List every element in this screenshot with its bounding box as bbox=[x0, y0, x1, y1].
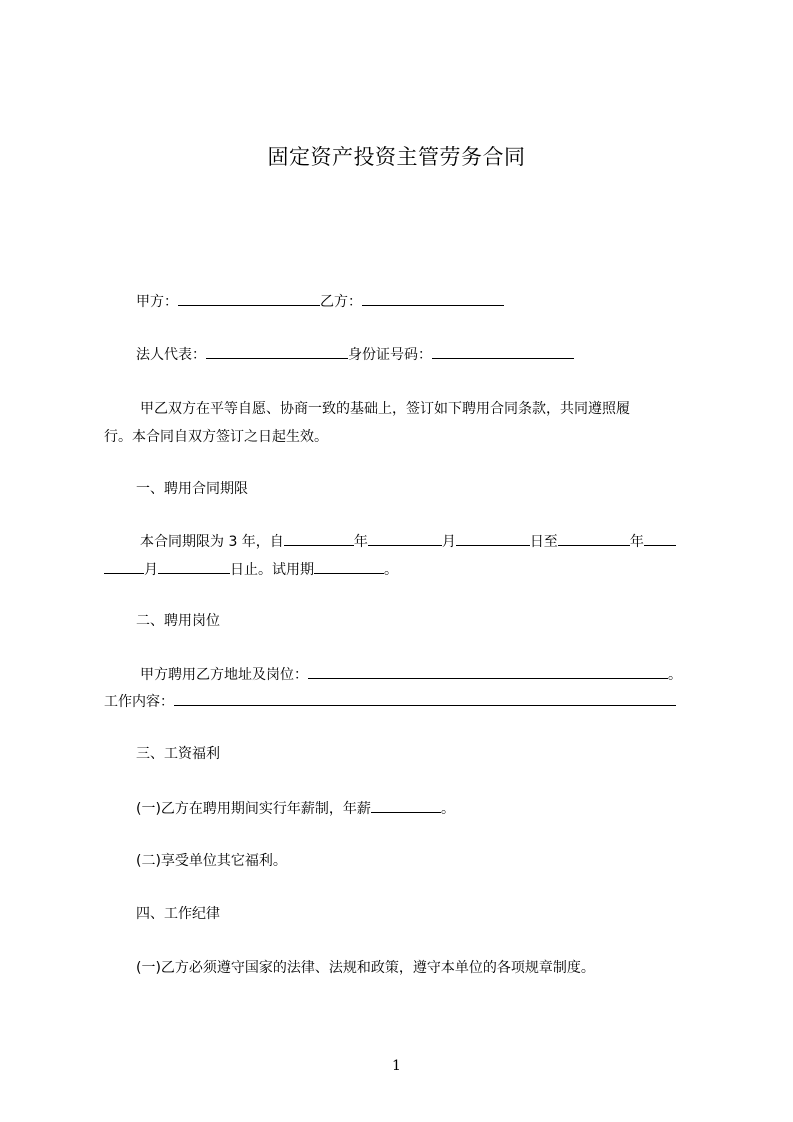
party-a-label: 甲方： bbox=[136, 294, 178, 310]
section3-heading: 三、工资福利 bbox=[136, 746, 220, 762]
month-label: 月 bbox=[144, 562, 158, 578]
year-label: 年 bbox=[353, 534, 368, 550]
salary-line bbox=[136, 797, 704, 819]
day-to-label: 日至 bbox=[529, 534, 558, 550]
position-line bbox=[140, 663, 710, 685]
end-day-blank[interactable] bbox=[158, 558, 230, 574]
intro-line-1: 甲乙双方在平等自愿、协商一致的基础上，签订如下聘用合同条款，共同遵照履 bbox=[140, 401, 630, 417]
work-content-label: 工作内容： bbox=[104, 694, 174, 710]
salary-blank[interactable] bbox=[371, 797, 441, 813]
period-end: 。 bbox=[668, 667, 682, 683]
term-line-1 bbox=[140, 530, 710, 552]
year-label: 年 bbox=[629, 534, 644, 550]
term-line-2 bbox=[104, 558, 704, 580]
id-number-blank[interactable] bbox=[432, 343, 574, 359]
section4-heading: 四、工作纪律 bbox=[136, 906, 220, 922]
period-end: 。 bbox=[384, 562, 398, 578]
start-month-blank[interactable] bbox=[368, 530, 442, 546]
page-number: 1 bbox=[392, 1058, 401, 1074]
party-line bbox=[136, 290, 704, 312]
legal-rep-line bbox=[136, 343, 704, 365]
start-day-blank[interactable] bbox=[456, 530, 530, 546]
probation-blank[interactable] bbox=[314, 558, 384, 574]
position-blank[interactable] bbox=[308, 663, 668, 679]
id-number-label: 身份证号码： bbox=[348, 347, 432, 363]
legal-rep-blank[interactable] bbox=[206, 343, 348, 359]
intro-line-2: 行。本合同自双方签订之日起生效。 bbox=[104, 429, 328, 445]
document-title: 固定资产投资主管劳务合同 bbox=[267, 145, 526, 169]
party-b-label: 乙方： bbox=[320, 294, 362, 310]
party-a-blank[interactable] bbox=[178, 290, 320, 306]
work-content-line bbox=[104, 690, 704, 712]
benefits-line: (二)享受单位其它福利。 bbox=[136, 853, 287, 869]
term-prefix: 本合同期限为 3 年，自 bbox=[140, 534, 284, 550]
section2-heading: 二、聘用岗位 bbox=[136, 613, 220, 629]
period-end: 。 bbox=[440, 801, 455, 817]
work-content-blank[interactable] bbox=[174, 690, 676, 706]
end-year-blank[interactable] bbox=[558, 530, 630, 546]
position-label: 甲方聘用乙方地址及岗位： bbox=[140, 667, 308, 683]
end-month-blank-cont[interactable] bbox=[104, 558, 144, 574]
party-b-blank[interactable] bbox=[362, 290, 504, 306]
day-end-label: 日止。试用期 bbox=[230, 562, 314, 578]
salary-text: (一)乙方在聘用期间实行年薪制，年薪 bbox=[136, 801, 371, 817]
discipline-line: (一)乙方必须遵守国家的法律、法规和政策，遵守本单位的各项规章制度。 bbox=[136, 960, 595, 976]
end-month-blank-start[interactable] bbox=[644, 530, 676, 546]
month-label: 月 bbox=[441, 534, 456, 550]
section1-heading: 一、聘用合同期限 bbox=[136, 481, 248, 497]
legal-rep-label: 法人代表： bbox=[136, 347, 206, 363]
start-year-blank[interactable] bbox=[284, 530, 354, 546]
